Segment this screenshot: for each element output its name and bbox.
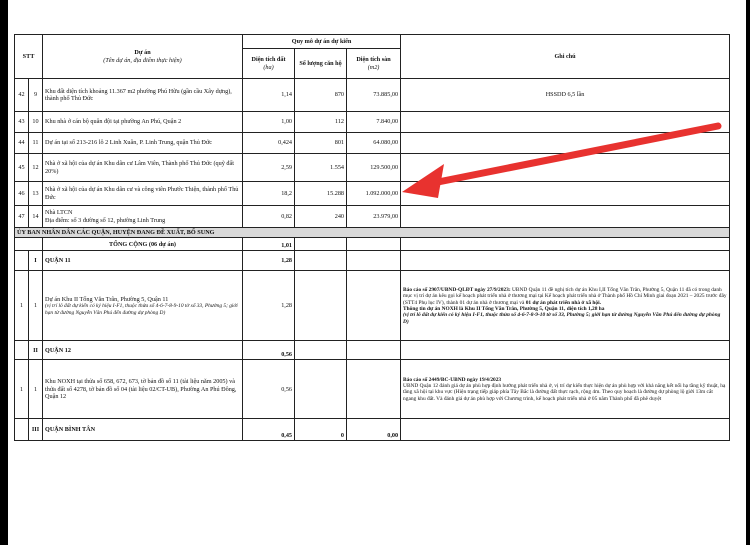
project-info-detail: (vị trí lô đất dự kiến có ký hiệu I-F1, thuộc thửa số 4-6-7-8-9-10 tờ số 33, Phường 5; giới hạn từ đường Nguyễn Văn Phú đến đường dự phòng D) (403, 312, 721, 325)
empty-cell (295, 360, 347, 419)
empty-cell (401, 251, 730, 271)
empty-cell (15, 251, 29, 271)
row-subindex: 9 (29, 79, 43, 112)
stt-header: STT (15, 35, 43, 79)
report-highlight: 01 dự án phát triển nhà ở xã hội. (525, 299, 601, 306)
floor-area-value: 7.840,00 (347, 112, 401, 133)
group-area: 0,45 (243, 419, 295, 441)
report-text: UBND Quận 12 đánh giá dự án phù hợp định hướng phát triển nhà ở, vị trí dự kiến thực hiện dự án phù hợp với khả năng kết nối hạ tầng kỹ thuật, hạ tầng xã hội tại khu vực (Hiện trạng tiếp giáp phía Tây Bắc là đường đất thực rạch, rộng 4m. Theo quy hoạch là đường dự phòng lộ giới 13m cắt ngang khu đất. Và đánh giá dự án phù hợp với Chương trình, kế hoạch phát triển nhà ở 05 năm Thành phố đã phê duyệt (403, 383, 726, 402)
section-title: ỦY BAN NHÂN DÂN CÁC QUẬN, HUYỆN ĐANG ĐỀ XUẤT, BỔ SUNG (15, 228, 730, 238)
table-row (15, 182, 730, 206)
row-subindex: 1 (29, 360, 43, 419)
empty-cell (347, 238, 401, 251)
note-value (401, 206, 730, 228)
units-value: 112 (295, 112, 347, 133)
floor-area-header (347, 49, 401, 79)
note-value (401, 154, 730, 182)
units-value: 870 (295, 79, 347, 112)
floor-area-value: 73.885,00 (347, 79, 401, 112)
empty-cell (401, 419, 730, 441)
group-name: QUẬN 11 (43, 251, 243, 271)
group-roman: III (29, 419, 43, 441)
note-value (401, 360, 730, 419)
group-name: QUẬN 12 (43, 341, 243, 360)
group-roman: I (29, 251, 43, 271)
land-area-value: 0,424 (243, 133, 295, 154)
empty-cell (295, 238, 347, 251)
row-subindex: 11 (29, 133, 43, 154)
land-area-value: 1,00 (243, 112, 295, 133)
row-index: 45 (15, 154, 29, 182)
note-value: HSSDD 6,5 lần (401, 79, 730, 112)
empty-cell (401, 341, 730, 360)
project-name-line: Dự án Khu II Tống Văn Trân, Phường 5, Quận 11 (45, 295, 169, 303)
project-name (43, 271, 243, 341)
group-roman: II (29, 341, 43, 360)
empty-cell (15, 419, 29, 441)
project-name: Nhà ở xã hội của dự án Khu dân cư Lâm Viên, Thành phố Thủ Đức (quỹ đất 20%) (43, 154, 243, 182)
group-area: 1,28 (243, 251, 295, 271)
project-header-title: Dự án (134, 49, 151, 57)
floor-area-value: 129.500,00 (347, 154, 401, 182)
group-area: 0,56 (243, 341, 295, 360)
group-row (15, 341, 730, 360)
housing-projects-table (14, 34, 730, 441)
row-index: 1 (15, 360, 29, 419)
floor-area-value: 23.979,00 (347, 206, 401, 228)
land-area-header (243, 49, 295, 79)
empty-cell (347, 341, 401, 360)
project-name: Khu NOXH tại thửa số 658, 672, 673, tờ bản đồ số 11 (tài liệu năm 2005) và thửa đất số 4278, tờ bản đồ số 04 (tài liệu 02/CT-UB), Phường An Phú Đông, Quận 12 (43, 360, 243, 419)
units-value: 15.288 (295, 182, 347, 206)
group-row (15, 251, 730, 271)
project-name: Khu đất diện tích khoảng 11.367 m2 phường Phú Hữu (gần cầu Xây dựng), thành phố Thủ Đức (43, 79, 243, 112)
table-row (15, 112, 730, 133)
project-name: Nhà ở xã hội của dự án Khu dân cư và công viên Phước Thiện, thành phố Thủ Đức (43, 182, 243, 206)
note-value (401, 271, 730, 341)
empty-cell (347, 360, 401, 419)
empty-cell (347, 271, 401, 341)
row-index: 43 (15, 112, 29, 133)
project-name (43, 206, 243, 228)
row-index: 44 (15, 133, 29, 154)
floor-area-value: 1.092.000,00 (347, 182, 401, 206)
row-index: 47 (15, 206, 29, 228)
report-reference: Báo cáo số 2907/UBND-QLĐT ngày 27/9/2023: (403, 286, 511, 293)
total-label: TỔNG CỘNG (06 dự án) (43, 238, 243, 251)
group-floor-area: 0,00 (347, 419, 401, 441)
total-row (15, 238, 730, 251)
note-value (401, 112, 730, 133)
table-row (15, 271, 730, 341)
empty-cell (295, 341, 347, 360)
units-header: Số lượng căn hộ (295, 49, 347, 79)
land-area-label: Diện tích đất (251, 56, 286, 64)
project-name: Dự án tại số 213-216 lô 2 Linh Xuân, P. Linh Trung, quận Thủ Đức (43, 133, 243, 154)
row-index: 42 (15, 79, 29, 112)
scale-group-header: Quy mô dự án dự kiến (243, 35, 401, 49)
report-reference: Báo cáo số 2449/BC-UBND ngày 19/4/2023 (403, 376, 502, 383)
empty-cell (401, 238, 730, 251)
row-subindex: 14 (29, 206, 43, 228)
row-subindex: 1 (29, 271, 43, 341)
land-area-value: 2,59 (243, 154, 295, 182)
units-value: 240 (295, 206, 347, 228)
land-area-value: 1,28 (243, 271, 295, 341)
project-header (43, 35, 243, 79)
table-row (15, 360, 730, 419)
group-units: 0 (295, 419, 347, 441)
land-area-value: 1,14 (243, 79, 295, 112)
project-location-detail: (vị trí lô đất dự kiến có ký hiệu I-F1, thuộc thửa số 4-6-7-8-9-10 tờ số 33, Phường 5; giới hạn từ đường Nguyễn Văn Phú đến đường dự phòng D) (45, 303, 238, 316)
land-area-unit: (ha) (263, 63, 274, 71)
project-name: Khu nhà ở cán bộ quân đội tại phường An Phú, Quận 2 (43, 112, 243, 133)
project-info: Thông tin dự án NOXH là Khu II Tống Văn Trân, Phường 5, Quận 11, diện tích 1,28 ha (403, 305, 605, 312)
row-index: 1 (15, 271, 29, 341)
table-row (15, 154, 730, 182)
row-subindex: 12 (29, 154, 43, 182)
section-title-row (15, 228, 730, 238)
project-location-line: Địa điểm: số 3 đường số 12, phường Linh Trung (45, 216, 166, 224)
table-row (15, 133, 730, 154)
group-row (15, 419, 730, 441)
project-name-line: Nhà LTCN (45, 209, 73, 217)
note-value (401, 133, 730, 154)
empty-cell (15, 238, 43, 251)
floor-area-value: 64.080,00 (347, 133, 401, 154)
empty-cell (295, 251, 347, 271)
row-index: 46 (15, 182, 29, 206)
report-text: UBND Quận 11 đề nghị tích dự án Khu I,II Tống Văn Trân, Phường 5, Quận 11 đã có trong danh mục vị trí dự án kêu gọi kế hoạch phát triển nhà ở thương mại tại Kế hoạch phát triển nhà ở Thành phố Hồ Chí Minh giai đoạn 2021 – 2025 trước đây (STT4 Phụ lục IV), thành 01 dự án nhà ở thương mại và (403, 286, 727, 306)
land-area-value: 0,56 (243, 360, 295, 419)
table-row (15, 206, 730, 228)
group-name: QUẬN BÌNH TÂN (43, 419, 243, 441)
note-header: Ghi chú (401, 35, 730, 79)
empty-cell (15, 341, 29, 360)
row-subindex: 10 (29, 112, 43, 133)
land-area-value: 0,82 (243, 206, 295, 228)
empty-cell (347, 251, 401, 271)
note-value (401, 182, 730, 206)
units-value: 1.554 (295, 154, 347, 182)
document-page (8, 0, 746, 545)
floor-area-label: Diện tích sàn (356, 56, 391, 64)
table-row (15, 79, 730, 112)
units-value: 801 (295, 133, 347, 154)
land-area-value: 18,2 (243, 182, 295, 206)
project-header-sub: (Tên dự án, địa điểm thực hiện) (103, 56, 182, 64)
row-subindex: 13 (29, 182, 43, 206)
total-area: 1,01 (243, 238, 295, 251)
empty-cell (295, 271, 347, 341)
floor-area-unit: (m2) (367, 63, 380, 71)
